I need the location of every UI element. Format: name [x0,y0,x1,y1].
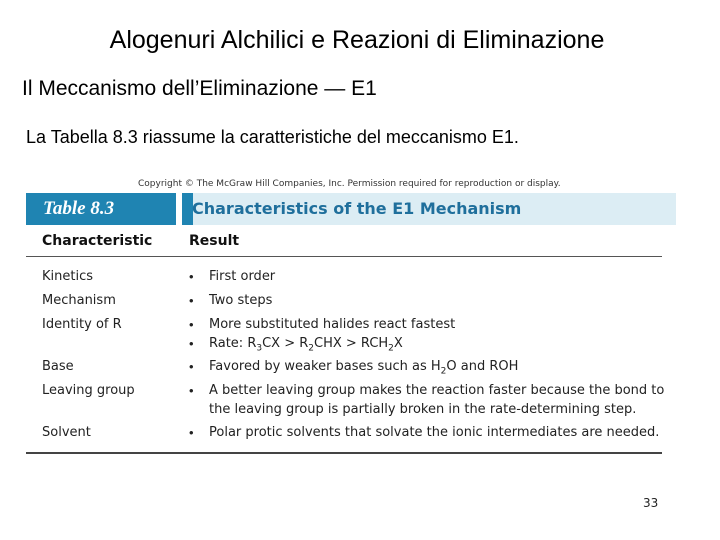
table-cell-characteristic: Mechanism [42,293,116,308]
slide-title: Alogenuri Alchilici e Reazioni di Eliminazione [109,26,605,54]
column-header-characteristic: Characteristic [42,233,153,249]
table-caption: Characteristics of the E1 Mechanism [192,199,522,218]
bullet-marker: • [189,336,194,351]
table-cell-result: Polar protic solvents that solvate the ionic intermediates are needed. [209,425,660,440]
table-cell-result: Favored by weaker bases such as $H_2O$ and ROH [209,359,519,377]
table-cell-characteristic: Kinetics [42,269,94,284]
table-bottom-rule [26,452,662,454]
slide-intro-text: La Tabella 8.3 riassume la caratteristiche del meccanismo E1. [26,127,519,147]
slide-subtitle: Il Meccanismo dell’Eliminazione — E1 [22,77,377,100]
table-cell-result-continued: the leaving group is partially broken in the rate-determining step. [209,402,637,417]
table-cell-result: Two steps [209,293,273,308]
header-rule [26,256,662,257]
column-header-result: Result [189,233,240,249]
bullet-marker: • [189,269,194,284]
bullet-marker: • [189,293,194,308]
table-cell-result: A better leaving group makes the reaction faster because the bond to [209,383,665,398]
copyright-notice: Copyright © The McGraw Hill Companies, Inc. Permission required for reproduction or display. [138,179,561,189]
table-label: Table 8.3 [26,193,193,225]
table-cell-characteristic: Identity of R [42,317,122,332]
bullet-marker: • [189,425,194,440]
table-cell-result: First order [209,269,276,284]
table-cell-characteristic: Leaving group [42,383,135,398]
page-number: 33 [643,496,659,510]
table-cell-characteristic: Base [42,359,74,374]
bullet-marker: • [189,317,194,332]
table-cell-result: Rate: $R_3CX > R_2CHX > RCH_2X$ [209,336,403,354]
bullet-marker: • [189,383,194,398]
bullet-marker: • [189,359,194,374]
table-cell-result: More substituted halides react fastest [209,317,456,332]
table-cell-characteristic: Solvent [42,425,91,440]
banner-divider [176,193,182,225]
table-banner [26,193,676,225]
